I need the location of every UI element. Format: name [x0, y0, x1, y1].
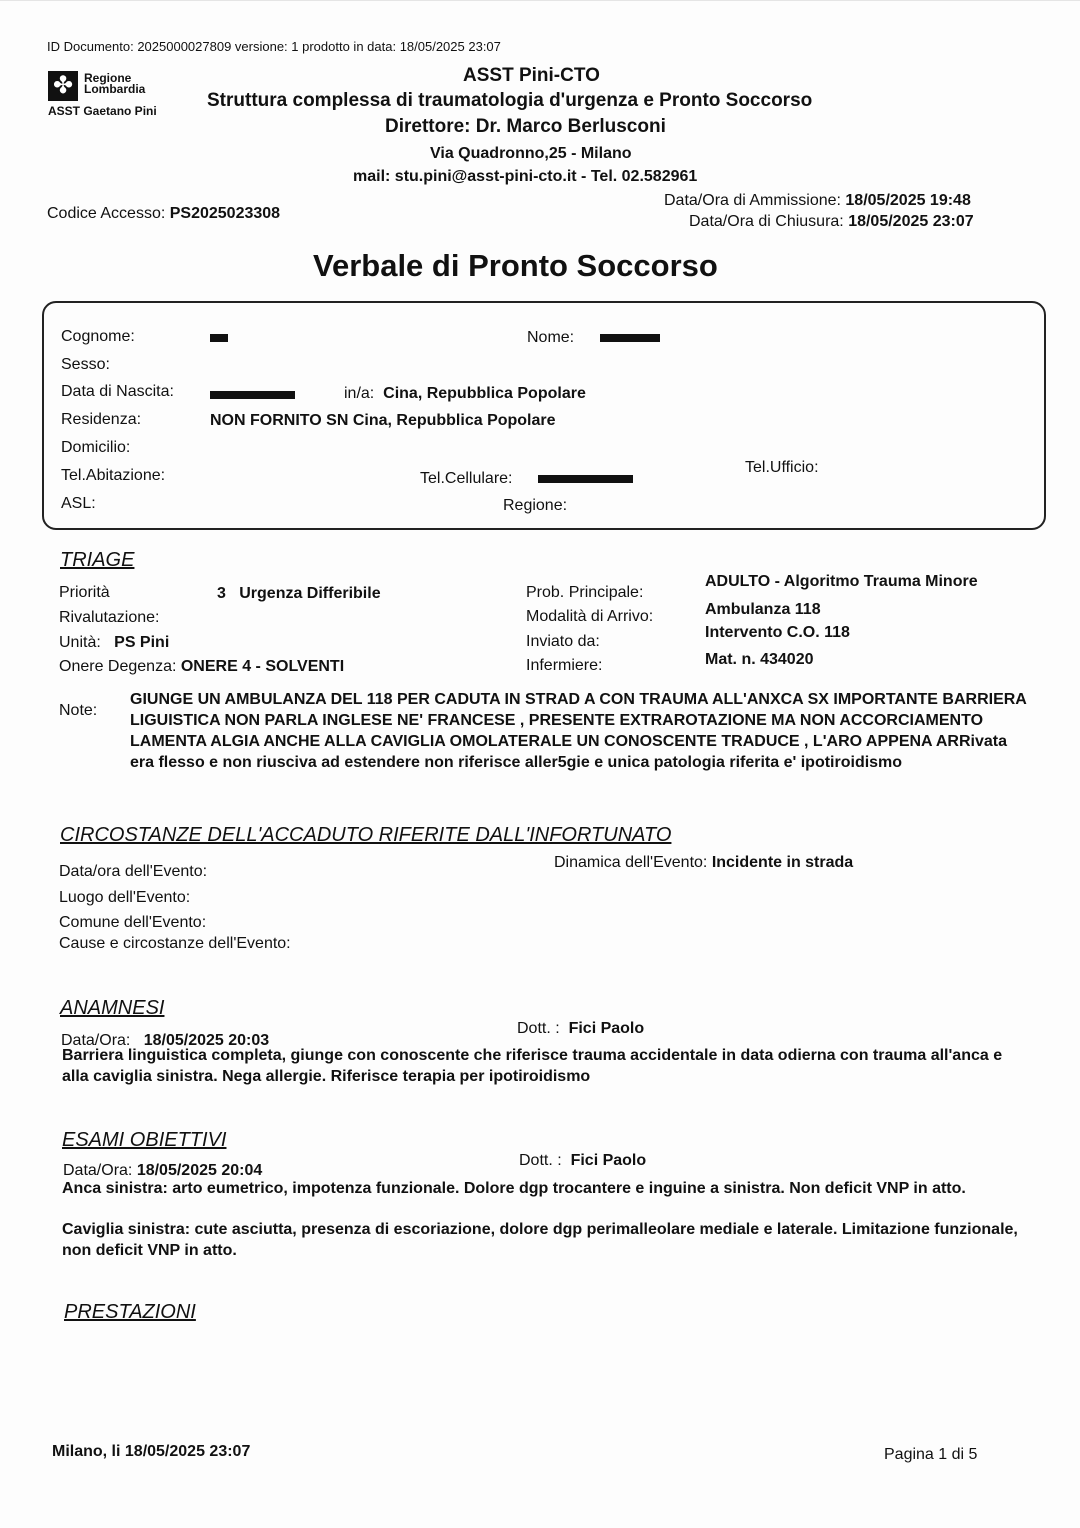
- birth-label: Data di Nascita:: [61, 383, 174, 400]
- triage-heading: TRIAGE: [60, 549, 135, 571]
- asl-label: ASL:: [61, 495, 96, 512]
- page-number: Pagina 1 di 5: [884, 1446, 978, 1463]
- nurse: Mat. n. 434020: [705, 651, 814, 668]
- address: Via Quadronno,25 - Milano: [430, 145, 632, 162]
- event-datetime-label: Data/ora dell'Evento:: [59, 863, 208, 880]
- redacted-name: [600, 334, 660, 342]
- document-id: ID Documento: 2025000027809 versione: 1 prodotto in data: 18/05/2025 23:07: [47, 39, 501, 54]
- anamnesis-datetime-label: Data/Ora:: [61, 1032, 131, 1049]
- charge: ONERE 4 - SOLVENTI: [180, 658, 345, 675]
- anamnesis-text: Barriera linguistica completa, giunge con conoscente che riferisce trauma accidentale in data odierna con trauma all'anca e alla caviglia sinistra. Nega allergie. Riferisce terapia per ipotiroidismo: [62, 1047, 1003, 1085]
- anamnesis-heading: ANAMNESI: [60, 997, 165, 1019]
- domicile-label: Domicilio:: [61, 439, 131, 456]
- mobile-label: Tel.Cellulare:: [420, 470, 513, 487]
- birthplace-label: in/a:: [344, 385, 375, 402]
- residence-label: Residenza:: [61, 411, 142, 428]
- home-tel-label: Tel.Abitazione:: [61, 467, 166, 484]
- exams-ankle-text: Caviglia sinistra: cute asciutta, presenza di escoriazione, dolore dgp perimalleolare mediale e laterale. Limitazione funzionale, non deficit VNP in atto.: [62, 1221, 1018, 1259]
- exams-datetime: 18/05/2025 20:04: [136, 1162, 263, 1179]
- redacted-surname: [210, 334, 228, 342]
- director: Direttore: Dr. Marco Berlusconi: [385, 116, 666, 137]
- priority: 3 Urgenza Differibile: [217, 585, 381, 602]
- document-title: Verbale di Pronto Soccorso: [313, 248, 718, 283]
- nurse-label: Infermiere:: [526, 657, 603, 674]
- exams-heading: ESAMI OBIETTIVI: [62, 1129, 227, 1151]
- exams-datetime-label: Data/Ora:: [63, 1162, 133, 1179]
- birthplace: Cina, Repubblica Popolare: [383, 385, 586, 402]
- anamnesis-datetime: 18/05/2025 20:03: [143, 1032, 270, 1049]
- closure-label: Data/Ora di Chiusura:: [689, 213, 844, 230]
- sex-label: Sesso:: [61, 356, 110, 373]
- surname-label: Cognome:: [61, 328, 135, 345]
- reassessment-label: Rivalutazione:: [59, 609, 160, 626]
- circumstances-heading: CIRCOSTANZE DELL'ACCADUTO RIFERITE DALL'INFORTUNATO: [60, 824, 672, 846]
- anamnesis-doctor: Fici Paolo: [568, 1020, 645, 1037]
- admission-label: Data/Ora di Ammissione:: [664, 192, 841, 209]
- sent-by-label: Inviato da:: [526, 633, 600, 650]
- closure: 18/05/2025 23:07: [848, 213, 974, 230]
- dynamics-label: Dinamica dell'Evento:: [554, 854, 708, 871]
- main-problem: ADULTO - Algoritmo Trauma Minore: [705, 573, 978, 590]
- sent-by: Intervento C.O. 118: [705, 624, 850, 641]
- unit-label: Unità:: [59, 634, 101, 651]
- contact: mail: stu.pini@asst-pini-cto.it - Tel. 02.582961: [353, 168, 698, 185]
- redacted-birthdate: [210, 391, 295, 399]
- unit: PS Pini: [114, 634, 170, 651]
- admission: 18/05/2025 19:48: [845, 192, 971, 209]
- name-label: Nome:: [527, 329, 575, 346]
- redacted-mobile: [538, 475, 633, 483]
- logo-region: Regione Lombardia: [84, 71, 146, 96]
- priority-label: Priorità: [59, 584, 110, 601]
- charge-label: Onere Degenza:: [59, 658, 177, 675]
- residence: NON FORNITO SN Cina, Repubblica Popolare: [210, 412, 556, 429]
- footer-place-date: Milano, li 18/05/2025 23:07: [52, 1443, 251, 1460]
- department: Struttura complessa di traumatologia d'urgenza e Pronto Soccorso: [207, 90, 813, 111]
- main-problem-label: Prob. Principale:: [526, 584, 644, 601]
- logo-subtitle: ASST Gaetano Pini: [48, 104, 157, 118]
- notes-label: Note:: [59, 702, 98, 719]
- event-causes-label: Cause e circostanze dell'Evento:: [59, 935, 291, 952]
- dynamics: Incidente in strada: [711, 854, 854, 871]
- regione-lombardia-logo-icon: ✤: [48, 71, 78, 101]
- exams-doctor: Fici Paolo: [570, 1152, 647, 1169]
- exams-doctor-label: Dott. :: [519, 1152, 562, 1169]
- exams-hip-text: Anca sinistra: arto eumetrico, impotenza funzionale. Dolore dgp trocantere e inguine a sinistra. Non deficit VNP in atto.: [62, 1180, 966, 1197]
- region-label: Regione:: [503, 497, 568, 514]
- services-heading: PRESTAZIONI: [64, 1301, 196, 1323]
- office-tel-label: Tel.Ufficio:: [745, 459, 819, 476]
- event-place-label: Luogo dell'Evento:: [59, 889, 191, 906]
- arrival: Ambulanza 118: [705, 601, 821, 618]
- anamnesis-doctor-label: Dott. :: [517, 1020, 560, 1037]
- arrival-label: Modalità di Arrivo:: [526, 608, 654, 625]
- access-code-label: Codice Accesso:: [47, 205, 166, 222]
- access-code: PS2025023308: [169, 205, 281, 222]
- org-name: ASST Pini-CTO: [463, 65, 600, 86]
- triage-notes: GIUNGE UN AMBULANZA DEL 118 PER CADUTA IN STRAD A CON TRAUMA ALL'ANXCA SX IMPORTANTE BARRIERA LIGUISTICA NON PARLA INGLESE NE' FRANCESE , PRESENTE EXTRAROTAZIONE MA NON ACCORCIAMENTO LAMENTA ALGIA ANCHE ALLA CAVIGLIA OMOLATERALE UN CONOSCENTE TRADUCE , L'ARO APPENA ARRivata era flesso e non riusciva ad estendere non riferisce aller5gie e unica patologia riferita e' ipotiroidismo: [130, 691, 1027, 771]
- event-town-label: Comune dell'Evento:: [59, 914, 207, 931]
